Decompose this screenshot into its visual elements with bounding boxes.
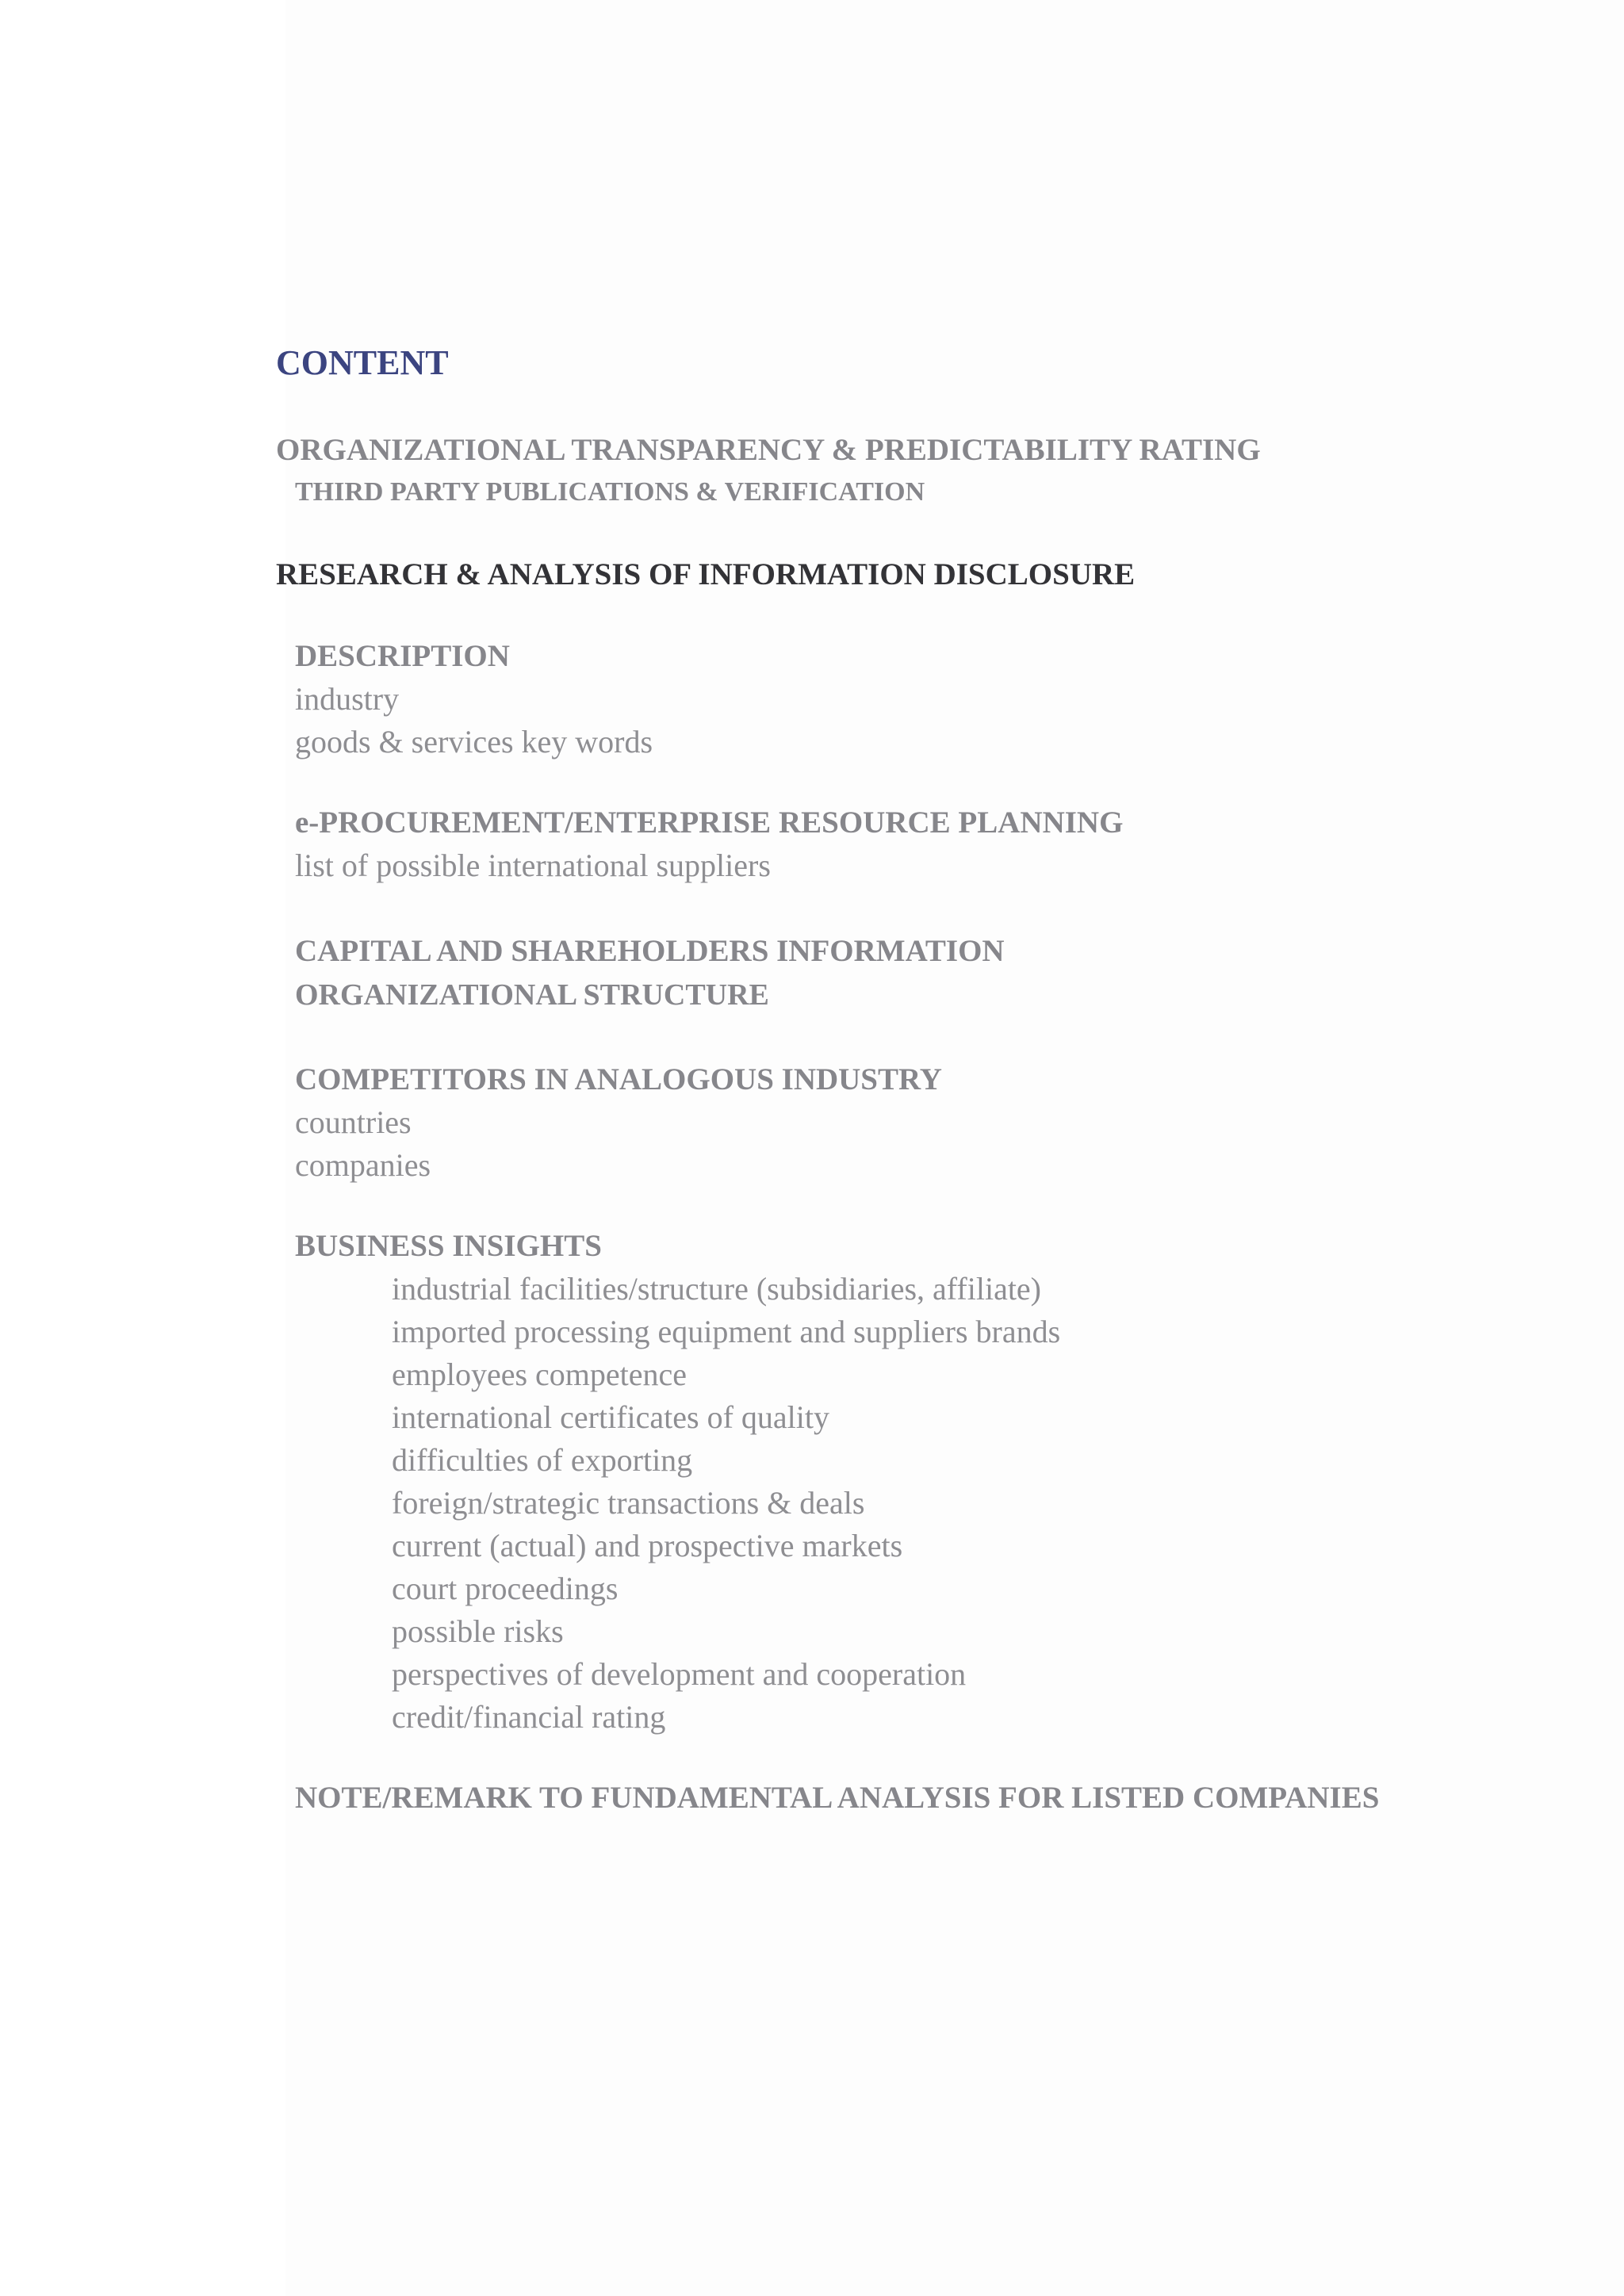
eprocurement-item: list of possible international suppliers <box>295 848 771 883</box>
rating-heading: ORGANIZATIONAL TRANSPARENCY & PREDICTABILITY RATING <box>276 433 1261 467</box>
description-item: industry <box>295 681 400 717</box>
org-structure-subheading: ORGANIZATIONAL STRUCTURE <box>295 978 769 1012</box>
insights-item: industrial facilities/structure (subsidiaries, affiliate) <box>392 1271 1042 1307</box>
content-title: CONTENT <box>276 343 449 382</box>
verification-subheading: THIRD PARTY PUBLICATIONS & VERIFICATION <box>295 477 925 507</box>
insights-item: foreign/strategic transactions & deals <box>392 1485 865 1521</box>
insights-item: imported processing equipment and suppliers brands <box>392 1314 1061 1349</box>
description-item: goods & services key words <box>295 724 653 760</box>
insights-heading: BUSINESS INSIGHTS <box>295 1229 602 1263</box>
eprocurement-heading: e-PROCUREMENT/ENTERPRISE RESOURCE PLANNING <box>295 806 1124 840</box>
capital-heading: CAPITAL AND SHAREHOLDERS INFORMATION <box>295 934 1005 968</box>
competitors-item: countries <box>295 1104 412 1140</box>
note-heading: NOTE/REMARK TO FUNDAMENTAL ANALYSIS FOR LISTED COMPANIES <box>295 1781 1380 1815</box>
description-heading: DESCRIPTION <box>295 639 510 673</box>
insights-item: possible risks <box>392 1613 564 1649</box>
insights-item: court proceedings <box>392 1571 619 1606</box>
insights-item: perspectives of development and cooperation <box>392 1656 967 1692</box>
research-heading: RESEARCH & ANALYSIS OF INFORMATION DISCLOSURE <box>276 557 1136 591</box>
competitors-heading: COMPETITORS IN ANALOGOUS INDUSTRY <box>295 1062 942 1096</box>
insights-item: international certificates of quality <box>392 1399 829 1435</box>
competitors-item: companies <box>295 1147 431 1183</box>
insights-item: credit/financial rating <box>392 1699 666 1735</box>
insights-item: difficulties of exporting <box>392 1442 693 1478</box>
page-shade <box>285 0 1624 2296</box>
insights-item: current (actual) and prospective markets <box>392 1528 903 1563</box>
insights-item: employees competence <box>392 1357 688 1392</box>
